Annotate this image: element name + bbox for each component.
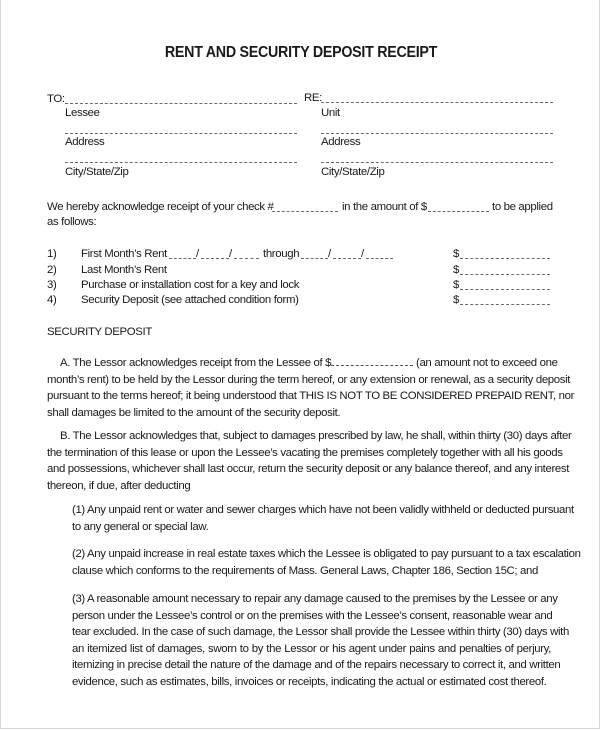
para-b-line: the termination of this lease or upon the Lessee’s vacating the premises completely together with all his goods	[47, 446, 563, 459]
sub-clause-3	[72, 591, 569, 691]
first-month-amount-field[interactable]	[460, 258, 550, 259]
date-slash: /	[229, 248, 232, 260]
re-label: RE:	[304, 92, 322, 104]
rent-from-day-field[interactable]	[201, 258, 229, 259]
lessee-address-label: Address	[65, 136, 105, 148]
key-lock-amount-field[interactable]	[460, 289, 550, 290]
para-b-line: and possessions, whichever shall last occur, return the security deposit or any balance thereof, and any interest	[47, 463, 570, 476]
para-b-line: B. The Lessor acknowledges that, subject to damages prescribed by law, he shall, within thirty (30) days after	[60, 430, 572, 442]
sub-clause-line: to any general or special law.	[72, 520, 209, 533]
sub-clause-line: itemizing in precise detail the nature of the damage and of the repairs necessary to correct it, and written	[72, 659, 561, 672]
para-a-line: month’s rent) to be held by the Lessor during the term hereof, or any extension or renewal, as a security deposit	[47, 373, 571, 386]
date-slash: /	[328, 248, 331, 260]
ack-text-part1: We hereby acknowledge receipt of your check #	[47, 201, 274, 213]
unit-field[interactable]	[321, 102, 553, 103]
lessee-city-field[interactable]	[65, 162, 297, 163]
item-number: 3)	[47, 279, 57, 291]
para-a-text: (an amount not to exceed one	[416, 357, 558, 369]
dollar-sign: $	[453, 279, 459, 291]
deposit-amount-field[interactable]	[331, 355, 413, 366]
sub-clause-line: person under the Lessee’s control or on the premises with the Lessee’s consent, reasonable wear and	[72, 609, 553, 622]
item-number: 1)	[47, 248, 57, 260]
unit-label: Unit	[321, 107, 340, 119]
to-label: TO:	[47, 93, 65, 105]
dollar-sign: $	[453, 264, 459, 276]
lessee-name-field[interactable]	[65, 103, 297, 104]
dollar-sign: $	[453, 294, 459, 306]
through-label: through	[263, 248, 300, 260]
lessee-address-field[interactable]	[65, 133, 297, 134]
para-a-line: pursuant to the terms hereof; it being understood that THIS IS NOT TO BE CONSIDERED PREPAID RENT, nor	[47, 390, 575, 403]
sub-clause-line: tear excluded. In the case of such damage, the Lessor shall provide the Lessee within thirty (30) days with	[72, 626, 569, 639]
sub-clause-line: (2) Any unpaid increase in real estate taxes which the Lessee is obligated to pay pursuant to a tax escalation	[72, 548, 581, 560]
rent-from-month-field[interactable]	[169, 258, 196, 259]
sub-clause-line: clause which conforms to the requirements of Mass. General Laws, Chapter 186, Section 15C; and	[72, 564, 539, 577]
rent-to-year-field[interactable]	[366, 258, 393, 259]
dollar-sign: $	[453, 248, 459, 260]
ack-text-part2: in the amount of $	[342, 201, 427, 213]
check-number-field[interactable]	[272, 211, 338, 212]
item-label: Purchase or installation cost for a key and lock	[81, 279, 300, 291]
lessee-label: Lessee	[65, 107, 100, 119]
rent-from-year-field[interactable]	[234, 258, 259, 259]
date-slash: /	[361, 248, 364, 260]
sub-clause-line: evidence, such as estimates, bills, invoices or receipts, indicating the actual or estimated cost thereof.	[72, 675, 547, 688]
item-label: Last Month’s Rent	[81, 264, 167, 276]
unit-address-field[interactable]	[321, 133, 553, 134]
sub-clause-line: (3) A reasonable amount necessary to repair any damage caused to the premises by the Lessee or any	[72, 593, 558, 605]
document-title: RENT AND SECURITY DEPOSIT RECEIPT	[164, 44, 438, 61]
sub-clause-1	[72, 502, 574, 535]
paragraph-b	[47, 428, 572, 494]
item-number: 2)	[47, 264, 57, 276]
last-month-amount-field[interactable]	[460, 274, 550, 275]
check-amount-field[interactable]	[428, 211, 489, 212]
rent-to-month-field[interactable]	[301, 258, 328, 259]
item-number: 4)	[47, 294, 57, 306]
item-label: Security Deposit (see attached condition form)	[81, 294, 299, 306]
unit-city-field[interactable]	[321, 162, 553, 163]
para-a-line: shall damages be limited to the amount of the security deposit.	[47, 406, 341, 419]
item-label: First Month’s Rent	[81, 248, 167, 260]
sub-clause-line: (1) Any unpaid rent or water and sewer charges which have not been validly withheld or deducted pursuant	[72, 504, 574, 516]
paragraph-a	[47, 355, 575, 421]
ack-text-line2: as follows:	[47, 216, 97, 228]
sub-clause-line: an itemized list of damages, sworn to by the Lessor or his agent under pains and penalties of perjury,	[72, 642, 551, 655]
ack-text-part3: to be applied	[492, 201, 553, 213]
section-heading: SECURITY DEPOSIT	[47, 326, 152, 338]
sub-clause-2	[72, 546, 581, 579]
rent-to-day-field[interactable]	[333, 258, 361, 259]
para-b-line: thereon, if due, after deducting	[47, 479, 191, 492]
security-deposit-amount-field[interactable]	[460, 304, 550, 305]
unit-city-label: City/State/Zip	[321, 166, 385, 178]
para-a-text: A. The Lessor acknowledges receipt from the Lessee of $	[60, 357, 332, 369]
lessee-city-label: City/State/Zip	[65, 166, 129, 178]
date-slash: /	[196, 248, 199, 260]
unit-address-label: Address	[321, 136, 361, 148]
